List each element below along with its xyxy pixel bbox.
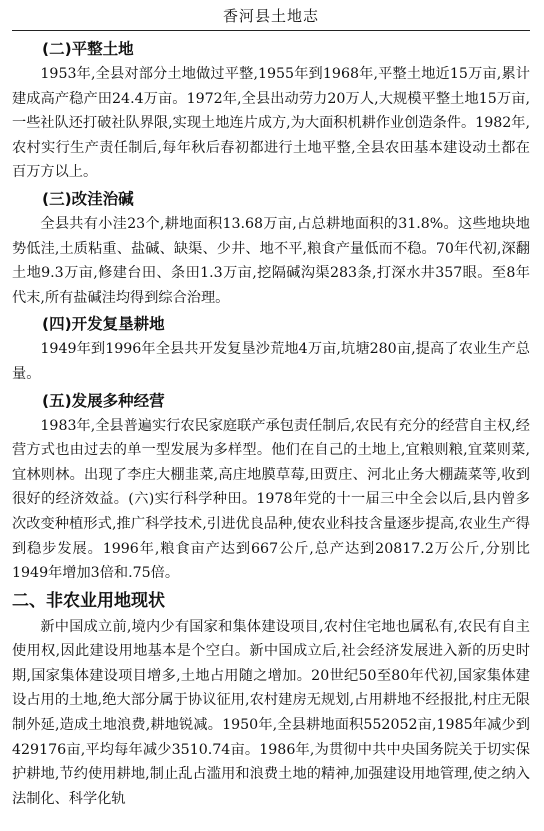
paragraph-land-leveling: 1953年,全县对部分土地做过平整,1955年到1968年,平整土地近15万亩,累计建成高产稳产田24.4万亩。1972年,全县出动劳力20万人,大规模平整土地15万亩,一些社队还打破社队界限,实现土地连片成方,为大面积机耕作业创造条件。1982年,农村实行生产责任制后,每年秋后春初都进行土地平整,全县农田基本建设动土都在百万方以上。 [12,66,530,181]
running-header [12,0,530,31]
heading-saline-control: (三)改洼治碱 [42,189,134,208]
heading-non-agricultural-land: 二、非农业用地现状 [12,590,165,611]
paragraph-saline-control: 全县共有小洼23个,耕地面积13.68万亩,占总耕地面积的31.8%。这些地块地势低洼,土质粘重、盐碱、缺渠、少井、地不平,粮食产量低而不稳。70年代初,深翻土地9.3万亩,修建台田、条田1.3万亩,挖隔碱沟渠283条,打深水井357眼。至8年代末,所有盐碱洼均得到综合治理。 [12,215,530,306]
running-title: 香河县土地志 [222,6,319,25]
heading-land-leveling: (二)平整土地 [42,40,134,58]
paragraph-diversified-economy: 1983年,全县普遍实行农民家庭联产承包责任制后,农民有充分的经营自主权,经营方式也由过去的单一型发展为多样型。他们在自己的土地上,宜粮则粮,宜菜则菜,宜林则林。出现了李庄大棚韭菜,高庄地膜草莓,田贾庄、河北止务大棚蔬菜等,收到很好的经济效益。(六)实行科学种田。1978年党的十一届三中全会以后,县内曾多次改变种植形式,推广科学技术,引进优良品种,使农业科技含量逐步提高,农业生产得到稳步发展。1996年,粮食亩产达到667公斤,总产达到20817.2万公斤,分别比1949年增加3倍和.75倍。 [12,417,530,582]
paragraph-reclamation: 1949年到1996年全县共开发复垦沙荒地4万亩,坑塘280亩,提高了农业生产总量。 [12,341,530,382]
heading-diversified-economy: (五)发展多种经营 [42,391,165,410]
heading-reclamation: (四)开发复垦耕地 [42,315,165,334]
paragraph-non-agricultural-land: 新中国成立前,境内少有国家和集体建设项目,农村住宅地也属私有,农民有自主使用权,因此建设用地基本是个空白。新中国成立后,社会经济发展进入新的历史时期,国家集体建设项目增多,土地占用随之增加。20世纪50至80年代初,国家集体建设占用的土地,绝大部分属于协议征用,农村建房无规划,占用耕地不经报批,村庄无限制外延,造成土地浪费,耕地锐减。1950年,全县耕地面积552052亩,1985年减少到429176亩,平均每年减少3510.74亩。1986年,为贯彻中共中央国务院关于切实保护耕地,节约使用耕地,制止乱占滥用和浪费土地的精神,加强建设用地管理,使之纳入法制化、科学化轨 [12,618,530,807]
